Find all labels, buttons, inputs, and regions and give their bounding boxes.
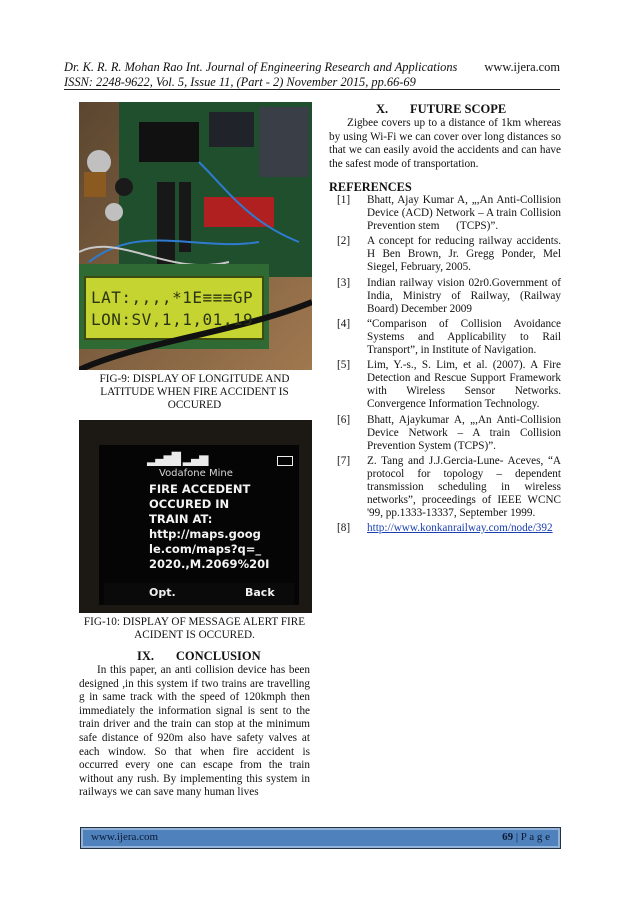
reference-item: [329, 194, 561, 233]
message-line: FIRE ACCEDENT: [149, 482, 251, 496]
running-header: [64, 60, 560, 90]
references-list: [329, 194, 561, 537]
journal-website[interactable]: www.ijera.com: [484, 60, 560, 74]
reference-text: Indian railway vision 02r0.Government of India, Ministry of Railway, (Railway Board) December 2009: [367, 276, 561, 315]
phone-message: [149, 482, 269, 572]
signal-icon: ▂▄▆█ ▂▄▆: [147, 452, 208, 466]
conclusion-heading: IX. CONCLUSION: [137, 649, 261, 663]
reference-item: [329, 277, 561, 316]
future-scope-heading: X. FUTURE SCOPE: [376, 102, 507, 116]
message-line: 2020.,M.2069%20I: [149, 557, 270, 571]
future-scope-paragraph: Zigbee covers up to a distance of 1km whereas by using Wi-Fi we can cover over long distances so that we can easily avoid the accidents and can have the safest mode of transportation.: [329, 117, 561, 170]
reference-text: A concept for reducing railway accidents. H Ben Brown, Jr. Gregg Ponder, Mel Siegel, February, 2005.: [367, 235, 561, 274]
reference-link[interactable]: http://www.konkanrailway.com/node/392: [367, 522, 553, 535]
page-label: | P a g e: [515, 831, 550, 843]
reference-number: [4]: [337, 317, 351, 330]
references-heading: REFERENCES: [329, 180, 412, 194]
battery-icon: [277, 456, 293, 466]
phone-operator: Vodafone Mine: [159, 468, 233, 479]
message-line: le.com/maps?q=_: [149, 542, 262, 556]
reference-text: Bhatt, Ajay Kumar A, „,An Anti-Collision Device (ACD) Network – A train Collision Prevention stem (TCPS)”.: [367, 194, 561, 233]
message-line: http://maps.goog: [149, 527, 261, 541]
page-footer: [80, 827, 561, 849]
future-scope-body: [329, 117, 561, 171]
reference-number: [1]: [337, 194, 351, 206]
reference-number: [2]: [337, 235, 351, 248]
footer-page-info: [502, 831, 550, 843]
reference-number: [5]: [337, 359, 351, 372]
lcd-line-2: LON:SV,1,1,01,19: [91, 310, 254, 329]
figure-9-photo: [79, 102, 312, 370]
reference-text: Z. Tang and J.J.Gercia-Lune- Aceves, “A protocol for topology – dependent transmission scheduling in wireless networks”, proceedings of IEEE WCNC '99, pp.1333-13337, September 1999.: [367, 454, 561, 520]
softkey-options: Opt.: [149, 586, 176, 599]
figure-9-caption: FIG-9: DISPLAY OF LONGITUDE AND LATITUDE WHEN FIRE ACCIDENT IS OCCURED: [99, 373, 290, 411]
footer-website[interactable]: www.ijera.com: [91, 831, 159, 843]
softkey-back: Back: [245, 586, 275, 599]
figure-10-photo: [79, 420, 312, 613]
reference-item: [329, 414, 561, 453]
lcd-line-1: LAT:,,,,*1E≡≡≡GP: [91, 288, 254, 307]
journal-citation-line1: Dr. K. R. R. Mohan Rao Int. Journal of Engineering Research and Applications: [64, 60, 458, 74]
reference-item: [329, 318, 561, 357]
reference-text: “Comparison of Collision Avoidance Systems and Applicability to Rail Transport”, in Institute of Navigation.: [367, 317, 561, 357]
reference-item: [329, 359, 561, 411]
reference-number: [3]: [337, 276, 351, 289]
reference-text: Bhatt, Ajaykumar A, „,An Anti-Collision Device Network – A train Collision Prevention System (TCPS)”.: [367, 413, 561, 452]
reference-item: [329, 455, 561, 520]
conclusion-body: [79, 664, 310, 800]
circuit-board-illustration: [79, 102, 312, 370]
conclusion-paragraph: In this paper, an anti collision device has been designed ,in this system if two trains are travelling g in same track with the speed of 120kmph then immediately the information signal is sent to the train driver and the train can stop at the minimum safe distance of 920m also have safety valves at each window. So that when fire accident is occurred every one can escape from the train without any rush. By implementing this system in railways we can save many human lives: [79, 664, 310, 799]
reference-number: [6]: [337, 413, 351, 426]
page-number: 69: [502, 831, 514, 843]
reference-item: [329, 235, 561, 274]
reference-number: [8]: [337, 522, 351, 535]
figure-10-caption: FIG-10: DISPLAY OF MESSAGE ALERT FIRE ACIDENT IS OCCURED.: [83, 616, 306, 641]
reference-number: [7]: [337, 454, 351, 467]
message-line: OCCURED IN: [149, 497, 230, 511]
header-divider: [64, 89, 560, 90]
reference-item: [329, 522, 561, 535]
message-line: TRAIN AT:: [149, 512, 213, 526]
reference-text: Lim, Y.-s., S. Lim, et al. (2007). A Fire Detection and Rescue Support Framework with Wireless Sensor Networks. Convergence Information Technology.: [367, 359, 561, 411]
journal-citation-line2: ISSN: 2248-9622, Vol. 5, Issue 11, (Part - 2) November 2015, pp.66-69: [64, 75, 416, 89]
